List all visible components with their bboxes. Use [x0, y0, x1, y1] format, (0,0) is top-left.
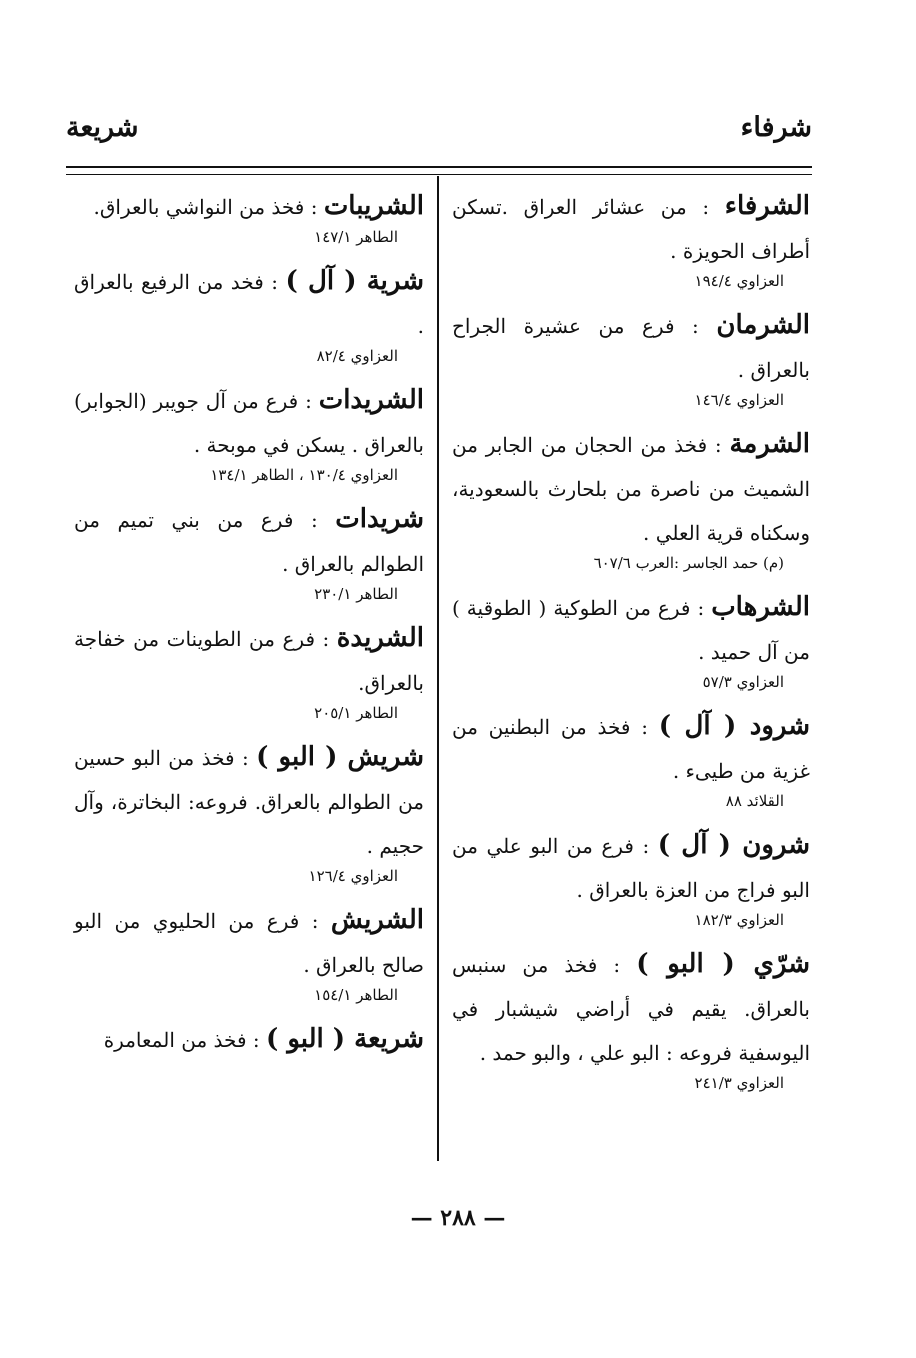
entry-headword: الشريدات: [318, 385, 424, 415]
entry: [452, 942, 810, 1095]
entry-text: : فرع من البو علي من البو فراج من العزة بالعراق .: [452, 834, 810, 902]
entry-body: [74, 616, 424, 705]
entry-headword: شريعة ( البو ): [265, 1024, 424, 1054]
header-rule-thick: [66, 166, 812, 168]
entry-headword: شريش ( البو ): [256, 742, 424, 772]
entry: [452, 303, 810, 412]
entry-text: : فرع من بني تميم من الطوالم بالعراق .: [74, 508, 424, 576]
entry-source: الطاهر ١٥٤/١: [314, 986, 398, 1004]
entry-headword: شرون ( آل ): [657, 830, 811, 860]
entry-headword: الشريبات: [323, 191, 424, 221]
entry-headword: شريدات: [335, 504, 424, 534]
entry-headword: الشرفاء: [724, 191, 810, 221]
entry-source: الطاهر ٢٠٥/١: [314, 704, 398, 722]
entry-text: : فخذ من المعامرة: [103, 1028, 266, 1052]
entry-headword: الشرهاب: [711, 592, 810, 622]
entry-body: [452, 942, 810, 1075]
entry: [452, 422, 810, 575]
entry-body: [74, 497, 424, 586]
entry: [74, 497, 424, 606]
header-rule-thin: [66, 174, 812, 175]
entry: [452, 585, 810, 694]
entry-source: القلائد ٨٨: [725, 792, 784, 810]
entry: [452, 823, 810, 932]
entry-text: : فخذ من النواشي بالعراق.: [93, 195, 324, 219]
entry-source: العزاوي ٢٤١/٣: [694, 1074, 784, 1092]
entry-headword: الشريش: [330, 905, 424, 935]
entry-headword: الشرمان: [716, 310, 810, 340]
entry-source: العزاوي ١٤٦/٤: [694, 391, 784, 409]
entry-text: : فرع من الحليوي من البو صالح بالعراق .: [74, 909, 424, 977]
entry-source: العزاوي ١٩٤/٤: [694, 272, 784, 290]
entry-text: : فخد من الرفيع بالعراق .: [74, 270, 424, 338]
entry-body: [452, 704, 810, 793]
entry: [74, 616, 424, 725]
entry-headword: الشرمة: [729, 429, 810, 459]
entry-text: : فرع من آل جويبر (الجوابر) بالعراق . يسكن في موبحة .: [74, 389, 424, 457]
entry-text: : فرع من الطوينات من خفاجة بالعراق.: [74, 627, 424, 695]
entry: [74, 378, 424, 487]
entry-headword: الشريدة: [336, 623, 424, 653]
entry-text: : من عشائر العراق .تسكن أطراف الحويزة .: [452, 195, 810, 263]
entry-text: : فخذ من البطنين من غزية من طيىء .: [452, 715, 810, 783]
entry-body: [452, 184, 810, 273]
entry: [452, 704, 810, 813]
entry-headword: شرود ( آل ): [658, 711, 811, 741]
entry-body: [74, 1017, 424, 1062]
entry: [74, 735, 424, 888]
entry-source: العزاوي ٥٧/٣: [702, 673, 784, 691]
entry-source: الطاهر ١٤٧/١: [314, 228, 398, 246]
entry-body: [74, 378, 424, 467]
entry-source: العزاوي ١٣٠/٤ ، الطاهر ١٣٤/١: [210, 466, 398, 484]
entry-body: [74, 184, 424, 229]
entry-text: : فخذ من سنبس بالعراق. يقيم في أراضي شيشبار في اليوسفية فروعه : البو علي ، والبو حمد .: [452, 953, 810, 1065]
entry: [74, 1017, 424, 1062]
left-column: [74, 184, 424, 1072]
entry-text: : فرع من الطوكية ( الطوقية ) من آل حميد .: [452, 596, 810, 664]
entry-source: (م) حمد الجاسر :العرب ٦٠٧/٦: [593, 554, 784, 572]
entry-source: العزاوي ١٢٦/٤: [308, 867, 398, 885]
entry-body: [452, 303, 810, 392]
column-divider: [437, 176, 439, 1161]
entry-body: [74, 259, 424, 348]
entry-text: : فخذ من البو حسين من الطوالم بالعراق. فروعه: البخاترة، وآل حجيم .: [74, 746, 424, 858]
entry: [452, 184, 810, 293]
entry-body: [452, 823, 810, 912]
entry: [74, 259, 424, 368]
entry: [74, 898, 424, 1007]
running-header-right: شرفاء: [740, 112, 812, 143]
page-number: — ٢٨٨ —: [410, 1205, 506, 1231]
entry-body: [74, 735, 424, 868]
entry-headword: شرية ( آل ): [285, 266, 424, 296]
entry-source: العزاوي ١٨٢/٣: [694, 911, 784, 929]
entry-text: : فخذ من الحجان من الجابر من الشميث من ناصرة من بلحارث بالسعودية، وسكناه قرية العلي .: [452, 433, 810, 545]
entry-body: [74, 898, 424, 987]
entry-headword: شرّي ( البو ): [636, 949, 810, 979]
entry-source: العزاوي ٨٢/٤: [316, 347, 398, 365]
running-header-left: شريعة: [66, 112, 139, 143]
right-column: [452, 184, 810, 1105]
entry-source: الطاهر ٢٣٠/١: [314, 585, 398, 603]
entry: [74, 184, 424, 249]
entry-text: : فرع من عشيرة الجراح بالعراق .: [452, 314, 810, 382]
entry-body: [452, 585, 810, 674]
entry-body: [452, 422, 810, 555]
